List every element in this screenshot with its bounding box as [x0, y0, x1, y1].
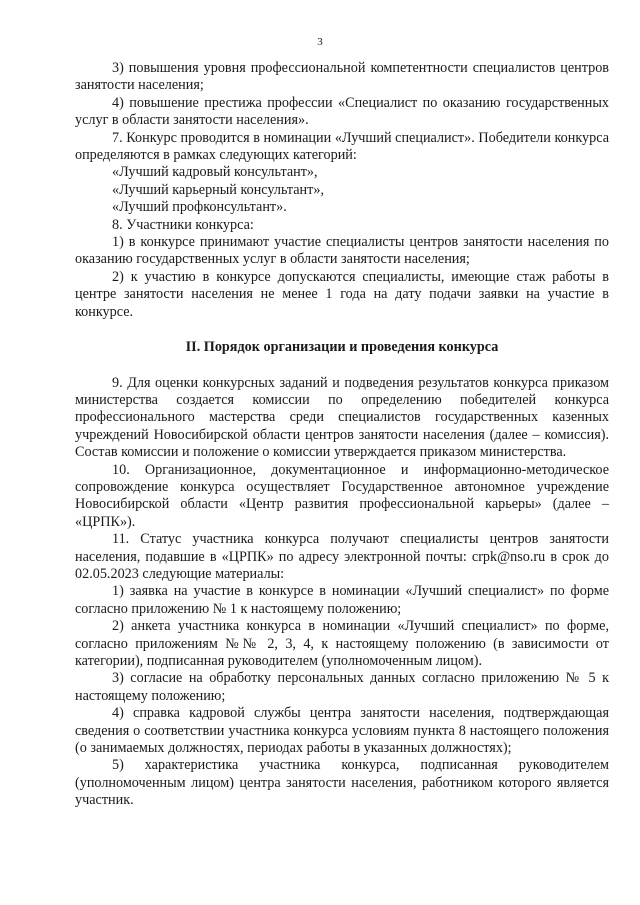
paragraph: 9. Для оценки конкурсных заданий и подведения результатов конкурса приказом министерства создается комиссии по определению победителей конкурса профессионального мастерства среди специалистов государственных казенных учреждений Новосибирской области центров занятости населения (далее – комиссия). Состав комиссии и положение о комиссии утверждается приказом министерства.: [75, 374, 609, 461]
document-body: [75, 60, 609, 810]
section-title: II. Порядок организации и проведения конкурса: [185, 339, 499, 356]
paragraph: 3) согласие на обработку персональных данных согласно приложению № 5 к настоящему положению;: [75, 670, 609, 704]
page-number: 3: [317, 36, 323, 48]
paragraph: 5) характеристика участника конкурса, подписанная руководителем (уполномоченным лицом) центра занятости населения, работником которого является участник.: [75, 757, 609, 809]
category-item: «Лучший карьерный консультант»,: [112, 181, 324, 198]
category-item: «Лучший кадровый консультант»,: [112, 164, 318, 181]
paragraph: 4) повышение престижа профессии «Специалист по оказанию государственных услуг в области занятости населения».: [75, 94, 609, 129]
paragraph: 7. Конкурс проводится в номинации «Лучший специалист». Победители конкурса определяются в рамках следующих категорий:: [75, 129, 609, 164]
paragraph: 4) справка кадровой службы центра занятости населения, подтверждающая сведения о соответствии участника конкурса условиям пункта 8 настоящего положения (о занимаемых должностях, периодах работы в указанных должностях);: [75, 705, 609, 757]
paragraph: 2) к участию в конкурсе допускаются специалисты, имеющие стаж работы в центре занятости населения не менее 1 года на дату подачи заявки на участие в конкурсе.: [75, 268, 609, 320]
paragraph: 1) в конкурсе принимают участие специалисты центров занятости населения по оказанию государственных услуг в области занятости населения;: [75, 234, 609, 268]
paragraph: 2) анкета участника конкурса в номинации «Лучший специалист» по форме, согласно приложениям №№ 2, 3, 4, к настоящему положению (в зависимости от категории), подписанная руководителем (уполномоченным лицом).: [75, 618, 609, 669]
paragraph: 8. Участники конкурса:: [112, 216, 254, 233]
paragraph: 10. Организационное, документационное и информационно-методическое сопровождение конкурса осуществляет Государственное автономное учреждение Новосибирской области «Центр развития профессиональной карьеры» (далее – «ЦРПК»).: [75, 461, 609, 530]
category-item: «Лучший профконсультант».: [112, 199, 287, 216]
paragraph: 3) повышения уровня профессиональной компетентности специалистов центров занятости населения;: [75, 60, 609, 94]
paragraph: 11. Статус участника конкурса получают специалисты центров занятости населения, подавшие в «ЦРПК» по адресу электронной почты: crpk@nso.ru в срок до 02.05.2023 следующие материалы:: [75, 531, 609, 582]
paragraph: 1) заявка на участие в конкурсе в номинации «Лучший специалист» по форме согласно приложению № 1 к настоящему положению;: [75, 583, 609, 617]
